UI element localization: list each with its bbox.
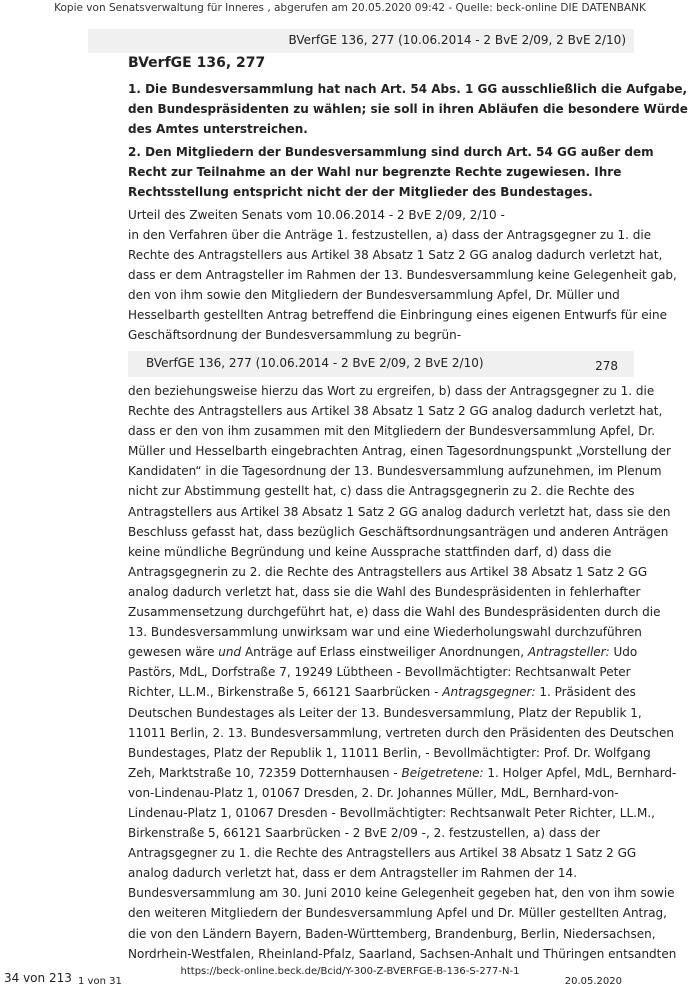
footer-date: 20.05.2020 bbox=[564, 976, 622, 987]
text-line: Deutschen Bundestages als Leiter der 13. Bundesversammlung, Platz der Republik 1, bbox=[128, 705, 642, 720]
text-run: Anträge auf Erlass einstweiliger Anordnungen, bbox=[241, 645, 528, 660]
text-run: gewesen wäre bbox=[128, 645, 219, 660]
text-line: den beziehungsweise hierzu das Wort zu ergreifen, b) dass der Antragsgegner zu 1. die bbox=[128, 384, 655, 398]
text-line: Rechte des Antragstellers aus Artikel 38 Absatz 1 Satz 2 GG analog dadurch verletzt hat, bbox=[128, 248, 663, 263]
text-line: in den Verfahren über die Anträge 1. festzustellen, a) dass der Antragsgegner zu 1. die bbox=[128, 228, 652, 242]
text-line: Recht zur Teilnahme an der Wahl nur begrenzte Rechte zugewiesen. Ihre bbox=[128, 165, 622, 180]
text-line: Birkenstraße 5, 66121 Saarbrücken - 2 BvE 2/09 -, 2. festzustellen, a) dass der bbox=[128, 826, 601, 841]
text-line: Zusammensetzung durchgeführt hat, e) dass die Wahl des Bundespräsidenten durch die bbox=[128, 605, 661, 620]
text-line: Bundestages, Platz der Republik 1, 11011 Berlin, - Bevollmächtigter: Prof. Dr. Wolfgang bbox=[128, 745, 651, 760]
text-line bbox=[128, 682, 636, 702]
text-line: keine mündliche Begründung und keine Aussprache stattfinden darf, d) dass die bbox=[128, 544, 612, 559]
text-line: den von ihm sowie den Mitgliedern der Bundesversammlung Apfel, Dr. Müller und bbox=[128, 288, 620, 303]
page-number: 278 bbox=[595, 359, 618, 373]
text-line: Antragstellers aus Artikel 38 Absatz 1 Satz 2 GG analog dadurch verletzt hat, dass sie den bbox=[128, 504, 671, 519]
text-line: analog dadurch verletzt hat, dass er dem Antragsteller im Rahmen der 14. bbox=[128, 866, 577, 881]
text-line bbox=[128, 642, 638, 662]
text-line: Rechte des Antragstellers aus Artikel 38 Absatz 1 Satz 2 GG analog dadurch verletzt hat, bbox=[128, 404, 663, 419]
top-citation: BVerfGE 136, 277 (10.06.2014 - 2 BvE 2/09, 2 BvE 2/10) bbox=[288, 33, 626, 47]
text-run: Richter, LL.M., Birkenstraße 5, 66121 Saarbrücken - bbox=[128, 685, 443, 700]
text-line: analog dadurch verletzt hat, dass sie die Wahl des Bundespräsidenten in fehlerhafter bbox=[128, 584, 641, 599]
text-line: Kandidaten“ in die Tagesordnung der 13. Bundesversammlung aufzunehmen, im Plenum bbox=[128, 464, 662, 479]
top-citation-bar bbox=[88, 29, 634, 53]
text-run: 1. Holger Apfel, MdL, Bernhard- bbox=[483, 765, 677, 780]
footer-url: https://beck-online.beck.de/Bcid/Y-300-Z-BVERFGE-B-136-S-277-N-1 bbox=[180, 966, 520, 977]
text-line: Geschäftsordnung der Bundesversammlung zu begrün- bbox=[128, 328, 462, 343]
leitsatz-2 bbox=[128, 142, 654, 202]
text-line: 1. Die Bundesversammlung hat nach Art. 54 Abs. 1 GG ausschließlich die Aufgabe, bbox=[128, 82, 688, 96]
text-line: Pastörs, MdL, Dorfstraße 7, 19249 Lübtheen - Bevollmächtigter: Rechtsanwalt Peter bbox=[128, 665, 631, 680]
text-line: 13. Bundesversammlung unwirksam war und eine Wiederholungswahl durchzuführen bbox=[128, 625, 642, 640]
text-line: Beschluss gefasst hat, dass bezüglich Geschäftsordnungsanträgen und anderen Anträgen bbox=[128, 524, 669, 539]
text-line: nicht zur Abstimmung gestellt hat, c) dass die Antragsgegnerin zu 2. die Rechte des bbox=[128, 484, 635, 499]
page-citation: BVerfGE 136, 277 (10.06.2014 - 2 BvE 2/09, 2 BvE 2/10) bbox=[146, 356, 484, 370]
text-line: Antragsgegnerin zu 2. die Rechte des Antragstellers aus Artikel 38 Absatz 1 Satz 2 GG bbox=[128, 564, 648, 579]
text-line: Bundesversammlung am 30. Juni 2010 keine Gelegenheit gegeben hat, den von ihm sowie bbox=[128, 886, 675, 901]
text-line: von-Lindenau-Platz 1, 01067 Dresden, 2. Dr. Johannes Müller, MdL, Bernhard-von- bbox=[128, 785, 619, 800]
pdf-page-indicator: 34 von 213 bbox=[4, 971, 72, 985]
print-page-indicator: 1 von 31 bbox=[78, 976, 122, 987]
text-line: Hesselbarth gestellten Antrag betreffend die Einbringung eines eigenen Entwurfs für eine bbox=[128, 308, 667, 323]
text-line: 11011 Berlin, 2. 13. Bundesversammlung, vertreten durch den Präsidenten des Deutschen bbox=[128, 725, 674, 740]
text-line: Nordrhein-Westfalen, Rheinland-Pfalz, Saarland, Sachsen-Anhalt und Thüringen entsandten bbox=[128, 946, 677, 961]
text-line bbox=[128, 763, 677, 783]
text-line: den weiteren Mitgliedern der Bundesversammlung Apfel und Dr. Müller gestellten Antrag, bbox=[128, 906, 667, 921]
text-line: dass er den von ihm zusammen mit den Mitgliedern der Bundesversammlung Apfel, Dr. bbox=[128, 424, 656, 439]
text-run: Zeh, Marktstraße 10, 72359 Dotternhausen - bbox=[128, 765, 402, 780]
text-line: 2. Den Mitgliedern der Bundesversammlung sind durch Art. 54 GG außer dem bbox=[128, 145, 654, 159]
text-line: Rechtsstellung entspricht nicht der der Mitglieder des Bundestages. bbox=[128, 185, 593, 200]
leitsatz-1 bbox=[128, 79, 688, 139]
text-line: die von den Ländern Bayern, Baden-Württemberg, Brandenburg, Berlin, Niedersachsen, bbox=[128, 926, 656, 941]
party-label-beigetretene: Beigetretene: bbox=[401, 765, 484, 780]
body-paragraph-page-277 bbox=[128, 225, 677, 346]
page-citation-bar bbox=[128, 351, 634, 377]
text-line: den Bundespräsidenten zu wählen; sie soll in ihren Abläufen die besondere Würde bbox=[128, 102, 688, 117]
urteil-line: Urteil des Zweiten Senats vom 10.06.2014 - 2 BvE 2/09, 2/10 - bbox=[128, 208, 505, 222]
text-line: Lindenau-Platz 1, 01067 Dresden - Bevollmächtigter: Rechtsanwalt Peter Richter, LL.M., bbox=[128, 805, 655, 820]
document-title: BVerfGE 136, 277 bbox=[128, 55, 266, 71]
body-paragraph-page-278 bbox=[128, 381, 677, 964]
text-run: 1. Präsident des bbox=[535, 685, 636, 700]
text-line: des Amtes unterstreichen. bbox=[128, 122, 308, 137]
text-line: Müller und Hesselbarth eingebrachten Antrag, einen Tagesordnungspunkt „Vorstellung der bbox=[128, 444, 671, 459]
party-label-antragsteller: Antragsteller: bbox=[527, 645, 610, 660]
party-label-antragsgegner: Antragsgegner: bbox=[442, 685, 536, 700]
text-line: dass er dem Antragsteller im Rahmen der 13. Bundesversammlung keine Gelegenheit gab, bbox=[128, 268, 677, 283]
source-header: Kopie von Senatsverwaltung für Inneres , abgerufen am 20.05.2020 09:42 - Quelle: beck-online DIE DATENBANK bbox=[54, 2, 646, 14]
text-run: Udo bbox=[609, 645, 638, 660]
text-run-italic: und bbox=[218, 645, 242, 660]
text-line: Antragsgegner zu 1. die Rechte des Antragstellers aus Artikel 38 Absatz 1 Satz 2 GG bbox=[128, 846, 637, 861]
